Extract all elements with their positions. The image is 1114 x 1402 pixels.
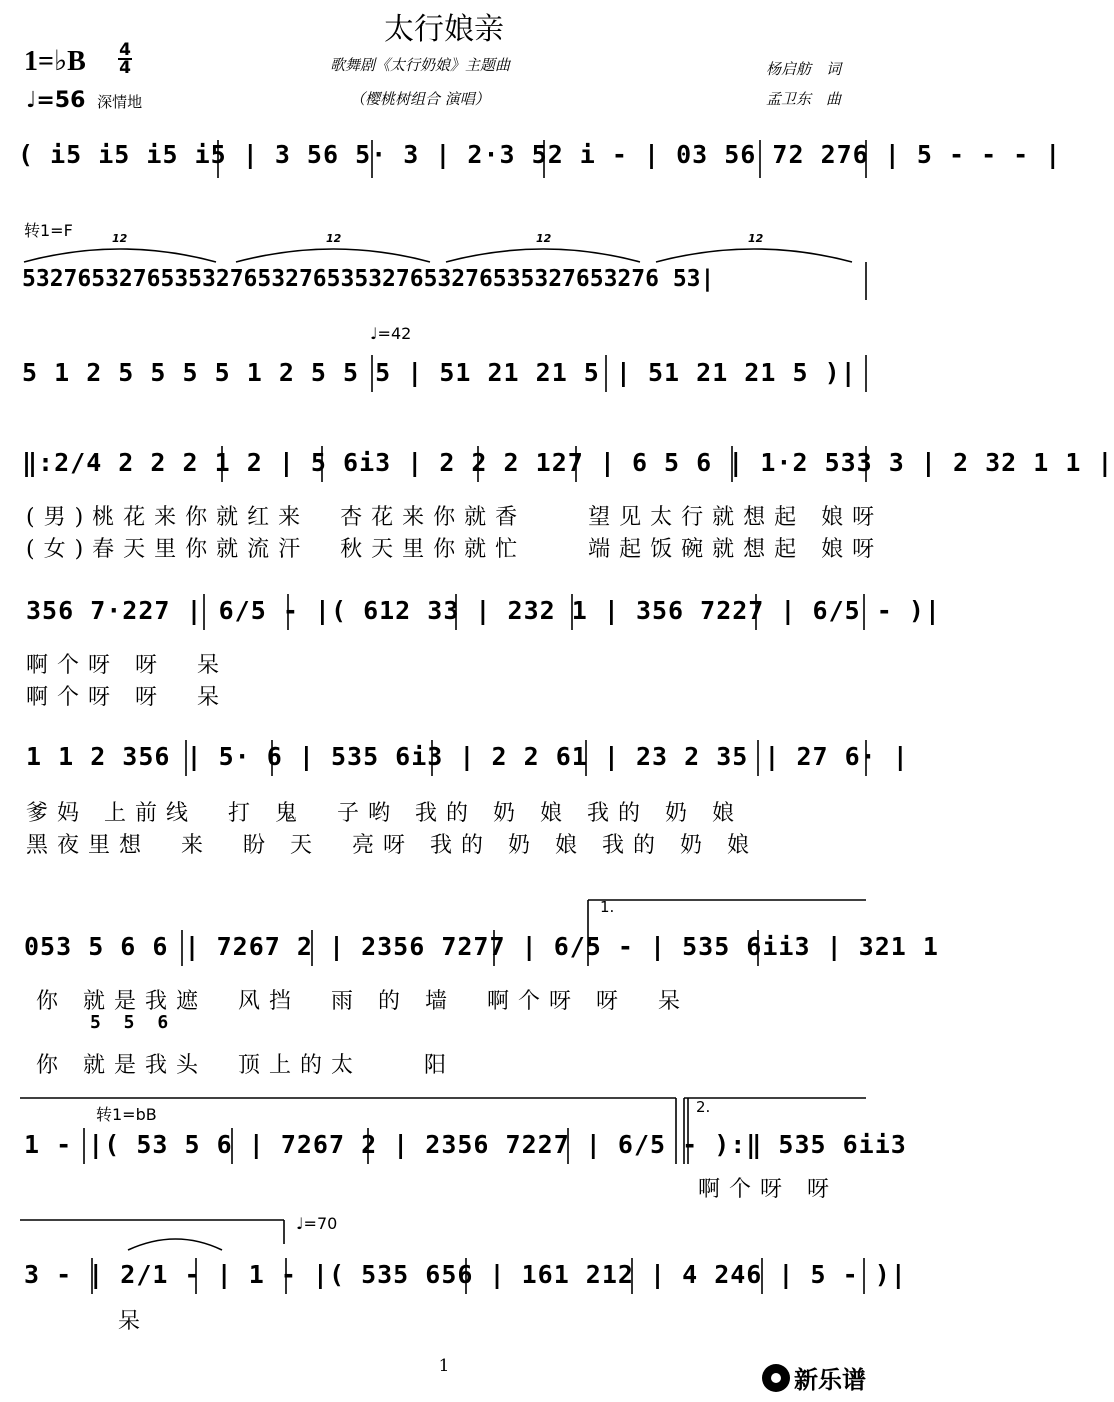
row-5-notes: 356 7·227 | 6/5 - |( 612 33 | 232 1 | 356 7227 | 6/5 - )|	[26, 596, 941, 625]
row-8-modulation: 转1=bB	[96, 1105, 157, 1124]
row-5-lyrics-1: 啊个呀 呀 呆	[26, 653, 228, 678]
row-2-modulation: 转1=F	[24, 221, 73, 240]
performer: （樱桃树组合 演唱）	[350, 90, 490, 108]
row-9-lyrics: 呆	[118, 1309, 150, 1334]
row-7-lyrics-1: 你 就是我遮 风挡 雨 的 墙 啊个呀 呀 呆	[36, 989, 689, 1014]
row-2-tuplet-3: 12	[536, 232, 552, 245]
row-2-notes: 5327653276535327653276535327653276535327653276 53|	[22, 266, 715, 292]
row-1-notes: ( i5 i5 i5 i5 | 3 56 5· 3 | 2·3 52 i - | 03 56 72 276 | 5 - - - |	[18, 140, 1062, 169]
vinyl-record-icon	[762, 1364, 790, 1392]
subtitle: 歌舞剧《太行奶娘》主题曲	[330, 56, 511, 74]
row-6-lyrics-2: 黑夜里想 来 盼 天 亮呀 我的 奶 娘 我的 奶 娘	[26, 833, 758, 858]
row-2-tuplet-4: 12	[748, 232, 764, 245]
row-6-lyrics-1: 爹妈 上前线 打 鬼 子哟 我的 奶 娘 我的 奶 娘	[26, 801, 743, 826]
row-5-lyrics-2: 啊个呀 呀 呆	[26, 685, 228, 710]
row-8-volta: 2.	[696, 1098, 711, 1116]
row-7-notes: 053 5 6 6 | 7267 2 | 2356 7277 | 6/5 - | 535 6ii3 | 321 1	[24, 932, 939, 961]
meter-top: 4	[119, 40, 131, 60]
row-2-tuplet-1: 12	[112, 232, 128, 245]
expression-marking: 深情地	[97, 93, 143, 111]
row-7-alt-notes: 5 5 6	[90, 1012, 175, 1033]
meter-bottom: 4	[119, 58, 131, 78]
tempo-value: ♩=56	[26, 88, 86, 113]
lyricist-credit: 杨启舫 词	[766, 60, 842, 78]
page-number: 1	[438, 1356, 450, 1376]
row-4-lyrics-female: (女)春天里你就流汗 秋天里你就忙 端起饭碗就想起 娘呀	[26, 537, 884, 562]
row-7-lyrics-2: 你 就是我头 顶上的太 阳	[36, 1053, 455, 1078]
composer-credit: 孟卫东 曲	[766, 90, 842, 108]
logo-text: 新乐谱	[794, 1366, 866, 1394]
row-8-notes: 1 - |( 53 5 6 | 7267 2 | 2356 7227 | 6/5 - ):‖ 535 6ii3	[24, 1130, 907, 1159]
row-3-tempo: ♩=42	[370, 324, 412, 343]
score-title: 太行娘亲	[384, 12, 504, 47]
row-4-lyrics-male: (男)桃花来你就红来 杏花来你就香 望见太行就想起 娘呀	[26, 505, 884, 530]
row-2-tuplet-2: 12	[326, 232, 342, 245]
row-4-notes: ‖:2/4 2 2 2 1 2 | 5 6i3 | 2 2 2 127 | 6 5 6 | 1·2 533 3 | 2 32 1 1 |	[22, 448, 1114, 477]
row-6-notes: 1 1 2 356 | 5· 6 | 535 6i3 | 2 2 61 | 23 2 35 | 27 6· |	[26, 742, 909, 771]
row-8-lyrics: 啊个呀 呀	[698, 1177, 838, 1202]
key-signature: 1=♭B	[24, 46, 86, 77]
site-logo[interactable]	[762, 1360, 866, 1395]
row-3-notes: 5 1 2 5 5 5 5 1 2 5 5 5 | 51 21 21 5 | 51 21 21 5 )|	[22, 358, 857, 387]
row-9-notes: 3 - | 2/1 - | 1 - |( 535 656 | 161 212 | 4 246 | 5 - )|	[24, 1260, 907, 1289]
row-9-tempo: ♩=70	[296, 1214, 338, 1233]
row-7-volta: 1.	[600, 898, 615, 916]
